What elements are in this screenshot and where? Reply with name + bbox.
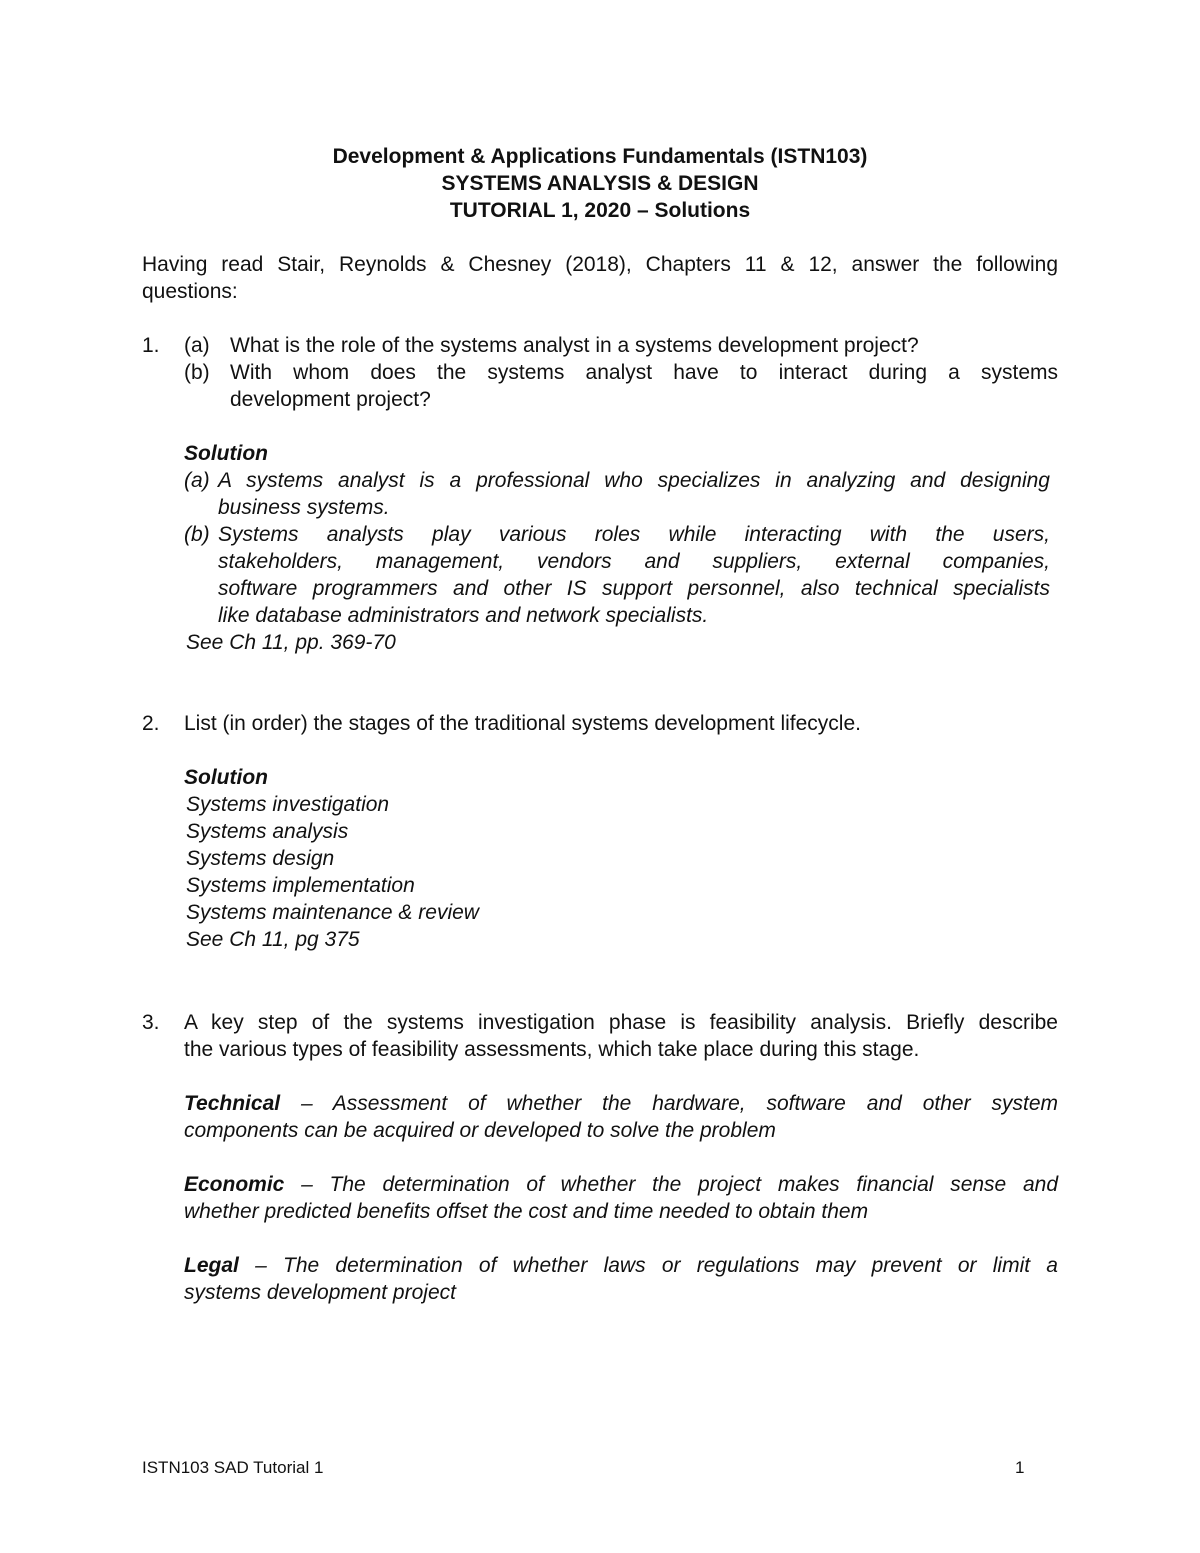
q3-legal-line-1 bbox=[184, 1253, 1058, 1279]
q1-reference: See Ch 11, pp. 369-70 bbox=[186, 631, 396, 654]
q3-question-line-1: A key step of the systems investigation phase is feasibility analysis. Briefly describe bbox=[184, 1011, 1058, 1034]
q1-b-line-1: With whom does the systems analyst have to interact during a systems bbox=[230, 361, 1058, 384]
q2-question: List (in order) the stages of the traditional systems development lifecycle. bbox=[184, 712, 861, 735]
q3-economic-line-1 bbox=[184, 1172, 1058, 1198]
page-number: 1 bbox=[1015, 1458, 1025, 1477]
q3-technical-line-2: components can be acquired or developed to solve the problem bbox=[184, 1119, 776, 1142]
q1-sol-b-line-4: like database administrators and network specialists. bbox=[218, 604, 709, 627]
q1-sol-b-line-3: software programmers and other IS support personnel, also technical specialists bbox=[218, 577, 1050, 600]
q1-sol-a-line-1: A systems analyst is a professional who specializes in analyzing and designing bbox=[218, 469, 1050, 492]
q1-sol-a-line-2: business systems. bbox=[218, 496, 390, 519]
q1-sol-a-label: (a) bbox=[184, 469, 210, 492]
document-title: Development & Applications Fundamentals (ISTN103) bbox=[332, 145, 868, 168]
q3-technical-term: Technical bbox=[184, 1092, 281, 1115]
document-tutorial-title: TUTORIAL 1, 2020 – Solutions bbox=[449, 199, 751, 222]
q3-technical-line-1 bbox=[184, 1091, 1058, 1117]
q2-stage-2: Systems analysis bbox=[186, 820, 349, 843]
q3-legal-line-2: systems development project bbox=[184, 1281, 456, 1304]
q1-sol-b-label: (b) bbox=[184, 523, 210, 546]
intro-line-2: questions: bbox=[142, 280, 238, 303]
q3-economic-line-2: whether predicted benefits offset the cost and time needed to obtain them bbox=[184, 1200, 869, 1223]
q2-reference: See Ch 11, pg 375 bbox=[186, 928, 360, 951]
q3-legal-term: Legal bbox=[184, 1254, 239, 1277]
q1-b-label: (b) bbox=[184, 361, 210, 384]
footer-label: ISTN103 SAD Tutorial 1 bbox=[142, 1458, 324, 1477]
q2-stage-3: Systems design bbox=[186, 847, 335, 870]
q2-stage-1: Systems investigation bbox=[186, 793, 390, 816]
q1-sol-b-line-2: stakeholders, management, vendors and suppliers, external companies, bbox=[218, 550, 1050, 573]
q2-solution-heading: Solution bbox=[184, 766, 268, 789]
q2-stage-4: Systems implementation bbox=[186, 874, 415, 897]
q1-a-text: What is the role of the systems analyst in a systems development project? bbox=[230, 334, 919, 357]
q3-technical-desc: – Assessment of whether the hardware, software and other system bbox=[301, 1092, 1058, 1115]
q3-economic-term: Economic bbox=[184, 1173, 285, 1196]
q2-stage-5: Systems maintenance & review bbox=[186, 901, 479, 924]
q3-legal-desc: – The determination of whether laws or regulations may prevent or limit a bbox=[255, 1254, 1058, 1277]
intro-line-1: Having read Stair, Reynolds & Chesney (2018), Chapters 11 & 12, answer the following bbox=[142, 253, 1058, 276]
q1-number: 1. bbox=[142, 334, 160, 357]
q2-number: 2. bbox=[142, 712, 160, 735]
q3-economic-desc: – The determination of whether the project makes financial sense and bbox=[301, 1173, 1059, 1196]
q1-a-label: (a) bbox=[184, 334, 210, 357]
q1-solution-heading: Solution bbox=[184, 442, 268, 465]
document-subtitle: SYSTEMS ANALYSIS & DESIGN bbox=[441, 172, 759, 195]
q3-number: 3. bbox=[142, 1011, 160, 1034]
q3-question-line-2: the various types of feasibility assessments, which take place during this stage. bbox=[184, 1038, 920, 1061]
q1-b-line-2: development project? bbox=[230, 388, 431, 411]
q1-sol-b-line-1: Systems analysts play various roles while interacting with the users, bbox=[218, 523, 1050, 546]
